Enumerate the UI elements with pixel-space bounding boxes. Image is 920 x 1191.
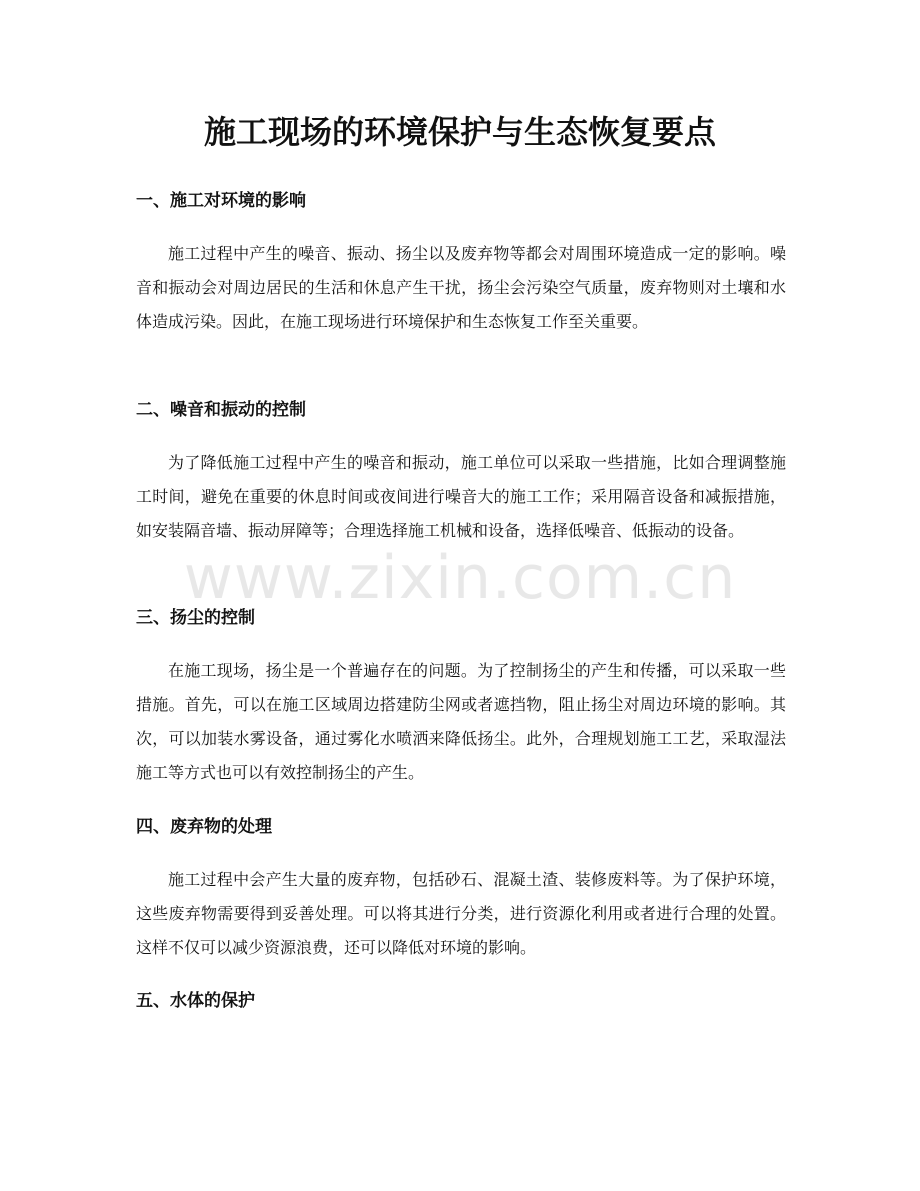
section-paragraph-1: 施工过程中产生的噪音、振动、扬尘以及废弃物等都会对周围环境造成一定的影响。噪音和振动会对周边居民的生活和休息产生干扰，扬尘会污染空气质量，废弃物则对土壤和水体造成污染。因此，在施工现场进行环境保护和生态恢复工作至关重要。 <box>136 244 786 331</box>
watermark: www.zixin.com.cn <box>183 543 737 613</box>
section-paragraph-2: 为了降低施工过程中产生的噪音和振动，施工单位可以采取一些措施，比如合理调整施工时间，避免在重要的休息时间或夜间进行噪音大的施工工作；采用隔音设备和减振措施，如安装隔音墙、振动屏障等；合理选择施工机械和设备，选择低噪音、低振动的设备。 <box>136 453 786 540</box>
section-paragraph-4: 施工过程中会产生大量的废弃物，包括砂石、混凝土渣、装修废料等。为了保护环境，这些废弃物需要得到妥善处理。可以将其进行分类，进行资源化利用或者进行合理的处置。这样不仅可以减少资源浪费，还可以降低对环境的影响。 <box>136 870 786 957</box>
section-heading-4: 四、废弃物的处理 <box>136 817 272 837</box>
section-paragraph-3: 在施工现场，扬尘是一个普遍存在的问题。为了控制扬尘的产生和传播，可以采取一些措施。首先，可以在施工区域周边搭建防尘网或者遮挡物，阻止扬尘对周边环境的影响。其次，可以加装水雾设备，通过雾化水喷洒来降低扬尘。此外，合理规划施工工艺，采取湿法施工等方式也可以有效控制扬尘的产生。 <box>136 661 786 782</box>
section-heading-1: 一、施工对环境的影响 <box>136 191 306 211</box>
section-heading-3: 三、扬尘的控制 <box>136 608 255 628</box>
page-title: 施工现场的环境保护与生态恢复要点 <box>203 113 716 151</box>
section-heading-5: 五、水体的保护 <box>136 991 255 1011</box>
section-heading-2: 二、噪音和振动的控制 <box>136 400 306 420</box>
